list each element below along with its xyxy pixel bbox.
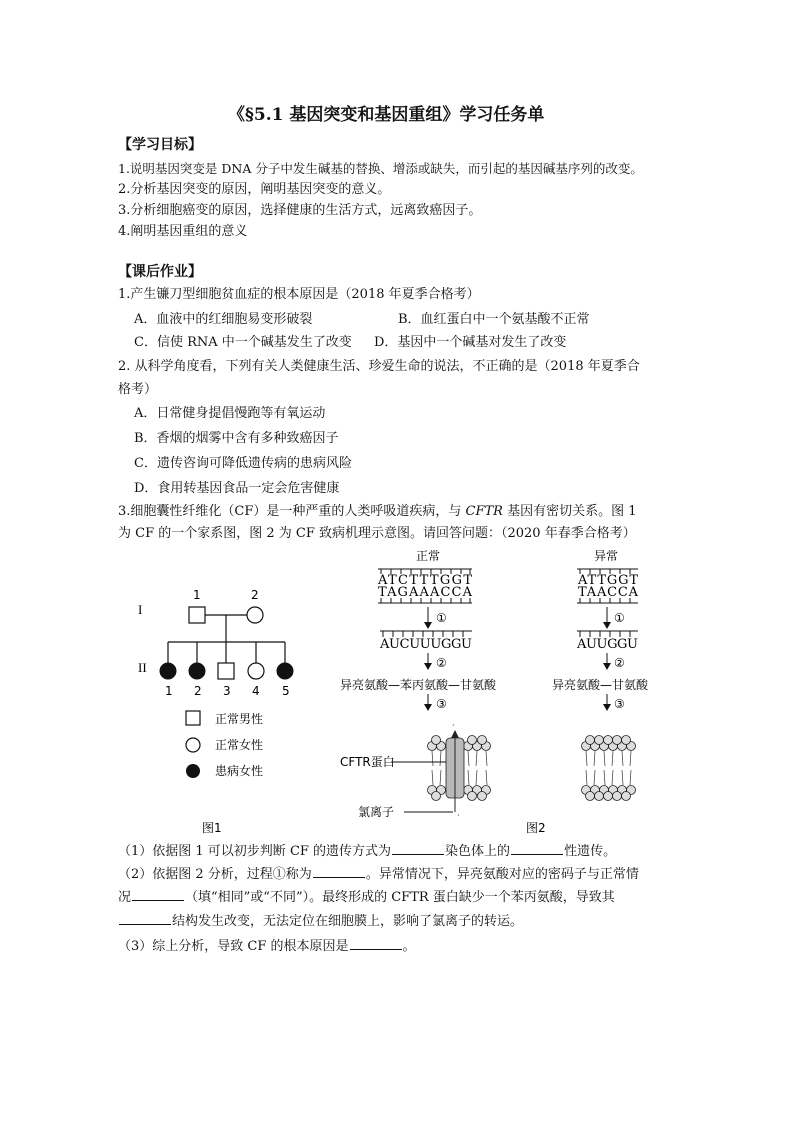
homework-heading: 【课后作业】 [118,264,202,280]
normal-label: 正常 [416,549,441,563]
question-1-option-a: A．血液中的红细胞易变形破裂 [134,312,313,327]
legend-text: 患病女性 [215,764,264,778]
abnormal-mrna-seq: AUUGGU [577,637,638,652]
abnormal-dna [577,569,639,603]
q3-text: 。异常情况下，异亮氨酸对应的密码子与正常情 [365,867,639,882]
abnormal-mrna [576,631,638,652]
generation-2-label: II [138,660,147,675]
pedigree-male-normal [218,663,234,679]
pedigree-female-affected [160,663,176,679]
q3-text: （2）依据图 2 分析，过程①称为 [118,867,312,882]
step-3-label: ③ [614,697,625,711]
step-1-label: ① [614,611,625,625]
page-title: 《§5.1 基因突变和基因重组》学习任务单 [228,105,545,125]
step-2-label: ② [436,656,447,670]
goal-item: 3.分析细胞癌变的原因，选择健康的生活方式，远离致癌因子。 [118,203,482,218]
cftr-label: CFTR蛋白 [340,755,395,769]
normal-mrna [379,631,472,652]
question-2-option-b: B．香烟的烟雾中含有多种致癌因子 [134,431,339,446]
chloride-label: 氯离子 [358,805,395,819]
pedigree-male-normal [189,607,205,623]
answer-blank[interactable] [511,842,563,855]
answer-blank[interactable] [119,912,171,925]
gen1-number: 2 [251,588,259,602]
svg-text:·: · [452,721,455,730]
question-3-sub-2 [118,865,639,884]
question-2-option-d: D．食用转基因食品一定会危害健康 [134,481,340,496]
gene-name: CFTR [465,504,503,519]
normal-membrane [428,721,491,820]
q3-text: 况 [118,890,132,905]
abnormal-label: 异常 [594,549,619,563]
figure-2-caption: 图2 [526,821,546,835]
figure-1-pedigree [138,588,293,835]
goal-item: 1.说明基因突变是 DNA 分子中发生碱基的替换、增添或缺失，而引起的基因碱基序列的改变。 [118,161,643,176]
q3-text: （3）综上分析，导致 CF 的根本原因是 [118,939,349,954]
question-2-stem: 2. 从科学角度看，下列有关人类健康生活、珍爱生命的说法，不正确的是（2018 年夏季合 [118,359,640,374]
q3-text: 。 [402,939,416,954]
normal-protein-seq: 异亮氨酸—苯丙氨酸—甘氨酸 [340,678,497,692]
question-3-stem-cont: 为 CF 的一个家系图，图 2 为 CF 致病机理示意图。请回答问题：（2020 年春季合格考） [118,526,636,541]
question-3-sub-2-cont [118,888,615,907]
goal-item: 4.阐明基因重组的意义 [118,224,248,239]
legend-female-affected-symbol [186,764,200,778]
question-1-stem: 1.产生镰刀型细胞贫血症的根本原因是（2018 年夏季合格考） [118,287,480,302]
abnormal-protein-seq: 异亮氨酸—甘氨酸 [552,678,649,692]
gen2-number: 2 [194,684,202,698]
question-1-option-b: B．血红蛋白中一个氨基酸不正常 [398,312,590,327]
q3-text: 性遗传。 [564,844,617,859]
gen1-number: 1 [193,588,201,602]
question-1-option-c: C．信使 RNA 中一个碱基发生了改变 [134,335,352,350]
goals-heading: 【学习目标】 [118,137,202,153]
pedigree-female-normal [248,663,264,679]
gen2-number: 3 [223,684,231,698]
q3-text: 结构发生改变，无法定位在细胞膜上，影响了氯离子的转运。 [172,914,524,929]
question-2-stem-cont: 格考） [118,382,158,397]
pedigree-female-normal [247,607,263,623]
question-2-option-c: C．遗传咨询可降低遗传病的患病风险 [134,456,352,471]
gen2-number: 5 [282,684,290,698]
q3-text: 染色体上的 [445,844,511,859]
q3-text: （1）依据图 1 可以初步判断 CF 的遗传方式为 [118,844,392,859]
question-3-stem-part: 3.细胞囊性纤维化（CF）是一种严重的人类呼吸道疾病，与 [118,504,466,519]
pedigree-female-affected [277,663,293,679]
normal-dna [377,569,473,603]
answer-blank[interactable] [132,888,184,901]
normal-mrna-seq: AUCUUUGGU [380,637,472,652]
normal-dna-bottom: TAGAAACCA [378,585,472,600]
gen2-number: 1 [165,684,173,698]
legend-text: 正常男性 [215,712,264,726]
svg-text:·: · [457,811,460,820]
legend-text: 正常女性 [215,738,264,752]
question-1-option-d: D．基因中一个碱基对发生了改变 [374,335,567,350]
answer-blank[interactable] [313,865,365,878]
answer-blank[interactable] [350,937,402,950]
normal-dna-top: ATCTTTGGT [378,573,472,588]
question-2-option-a: A．日常健身提倡慢跑等有氧运动 [134,406,326,421]
question-3-sub-1 [118,842,616,861]
abnormal-dna-bottom: TAACCA [578,585,638,600]
question-3-stem-part: 基因有密切关系。图 1 [502,504,637,519]
abnormal-membrane [582,736,636,801]
figure-2-mechanism [340,548,649,835]
legend-female-normal-symbol [186,738,200,752]
step-2-label: ② [614,656,625,670]
gen2-number: 4 [252,684,260,698]
answer-blank[interactable] [392,842,444,855]
figure-1-caption: 图1 [202,821,222,835]
generation-1-label: I [138,602,143,617]
question-3-sub-2-end [118,912,523,931]
step-3-label: ③ [436,697,447,711]
q3-text: （填“相同”或“不同”）。最终形成的 CFTR 蛋白缺少一个苯丙氨酸，导致其 [185,890,615,905]
pedigree-female-affected [189,663,205,679]
abnormal-dna-top: ATTGGT [578,573,638,588]
step-1-label: ① [436,611,447,625]
question-3-sub-3 [118,937,416,956]
legend-male-normal-symbol [186,711,200,725]
goal-item: 2.分析基因突变的原因，阐明基因突变的意义。 [118,182,391,197]
